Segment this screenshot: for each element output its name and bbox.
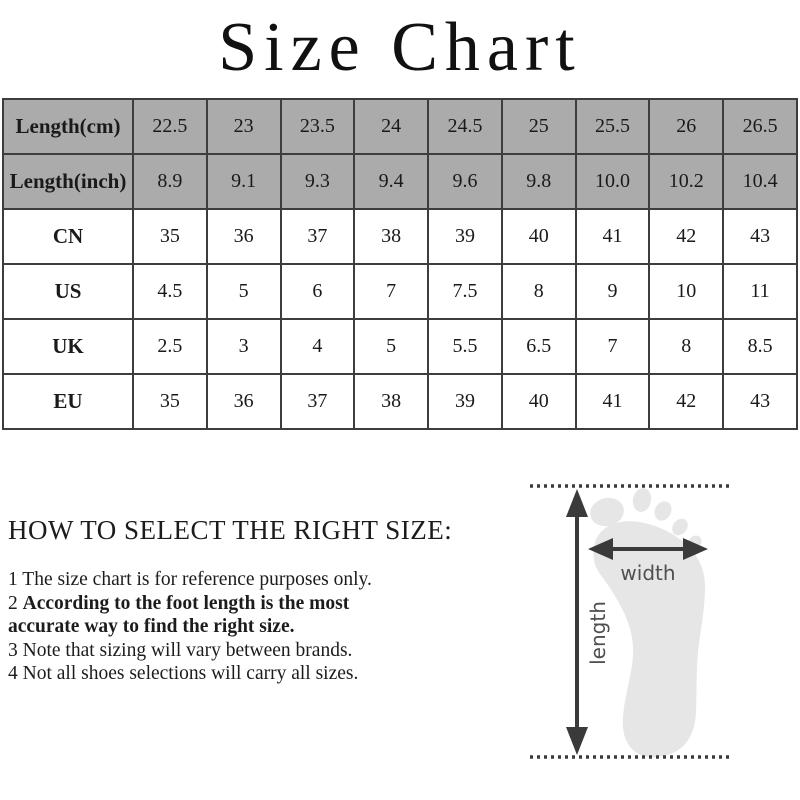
row-label: EU [3, 374, 133, 429]
size-cell: 10.2 [649, 154, 723, 209]
size-cell: 9.3 [281, 154, 355, 209]
page-title: Size Chart [218, 9, 582, 86]
note-number: 2 [8, 592, 18, 614]
size-cell: 6 [281, 264, 355, 319]
size-cell: 5.5 [428, 319, 502, 374]
size-cell: 4 [281, 319, 355, 374]
size-table-body [3, 99, 797, 429]
size-cell: 8.9 [133, 154, 207, 209]
guide-note [8, 639, 410, 663]
size-cell: 9.8 [502, 154, 576, 209]
size-cell: 4.5 [133, 264, 207, 319]
size-cell: 9.4 [354, 154, 428, 209]
size-cell: 37 [281, 374, 355, 429]
row-label: Length(cm) [3, 99, 133, 154]
note-number: 1 [8, 569, 18, 590]
size-cell: 43 [723, 209, 797, 264]
second-toe [631, 486, 654, 513]
size-cell: 40 [502, 374, 576, 429]
row-label: UK [3, 319, 133, 374]
size-cell: 36 [207, 374, 281, 429]
size-cell: 23.5 [281, 99, 355, 154]
size-cell: 35 [133, 374, 207, 429]
guide-heading: HOW TO SELECT THE RIGHT SIZE: [8, 515, 453, 545]
row-label: US [3, 264, 133, 319]
guide-note [8, 592, 410, 639]
foot-measurement-diagram [525, 455, 800, 775]
size-cell: 39 [428, 209, 502, 264]
size-cell: 35 [133, 209, 207, 264]
size-cell: 26 [649, 99, 723, 154]
size-cell: 25.5 [576, 99, 650, 154]
size-cell: 11 [723, 264, 797, 319]
size-cell: 23 [207, 99, 281, 154]
table-row [3, 154, 797, 209]
size-cell: 36 [207, 209, 281, 264]
size-cell: 2.5 [133, 319, 207, 374]
third-toe [651, 498, 675, 523]
size-cell: 42 [649, 209, 723, 264]
length-arrow [566, 489, 588, 755]
size-cell: 43 [723, 374, 797, 429]
table-row [3, 209, 797, 264]
size-cell: 5 [354, 319, 428, 374]
size-table [2, 98, 798, 430]
size-cell: 38 [354, 209, 428, 264]
note-text: Not all shoes selections will carry all sizes. [22, 663, 359, 684]
size-cell: 9.1 [207, 154, 281, 209]
table-row [3, 374, 797, 429]
size-cell: 10.0 [576, 154, 650, 209]
size-cell: 7 [354, 264, 428, 319]
size-cell: 6.5 [502, 319, 576, 374]
size-cell: 8 [502, 264, 576, 319]
size-cell: 41 [576, 374, 650, 429]
size-cell: 22.5 [133, 99, 207, 154]
row-label: CN [3, 209, 133, 264]
guide-note [8, 568, 410, 592]
size-cell: 10 [649, 264, 723, 319]
table-row [3, 264, 797, 319]
size-cell: 24.5 [428, 99, 502, 154]
width-label: width [620, 561, 676, 585]
size-cell: 26.5 [723, 99, 797, 154]
guide-note [8, 662, 410, 686]
size-cell: 10.4 [723, 154, 797, 209]
note-text: According to the foot length is the most accurate way to find the right size. [8, 592, 350, 637]
size-cell: 24 [354, 99, 428, 154]
row-label: Length(inch) [3, 154, 133, 209]
size-cell: 38 [354, 374, 428, 429]
size-cell: 42 [649, 374, 723, 429]
size-cell: 9.6 [428, 154, 502, 209]
size-cell: 25 [502, 99, 576, 154]
size-cell: 41 [576, 209, 650, 264]
note-number: 4 [8, 663, 18, 684]
size-cell: 3 [207, 319, 281, 374]
size-cell: 7.5 [428, 264, 502, 319]
size-cell: 39 [428, 374, 502, 429]
size-cell: 40 [502, 209, 576, 264]
size-cell: 5 [207, 264, 281, 319]
table-row [3, 319, 797, 374]
size-cell: 37 [281, 209, 355, 264]
size-cell: 8.5 [723, 319, 797, 374]
note-text: Note that sizing will vary between brands. [22, 639, 353, 661]
size-cell: 9 [576, 264, 650, 319]
size-cell: 7 [576, 319, 650, 374]
length-label: length [586, 601, 610, 665]
note-number: 3 [8, 639, 18, 661]
size-cell: 8 [649, 319, 723, 374]
note-text: The size chart is for reference purposes only. [22, 569, 372, 590]
size-guide-section [8, 514, 453, 686]
table-row [3, 99, 797, 154]
notes-list [8, 568, 410, 686]
